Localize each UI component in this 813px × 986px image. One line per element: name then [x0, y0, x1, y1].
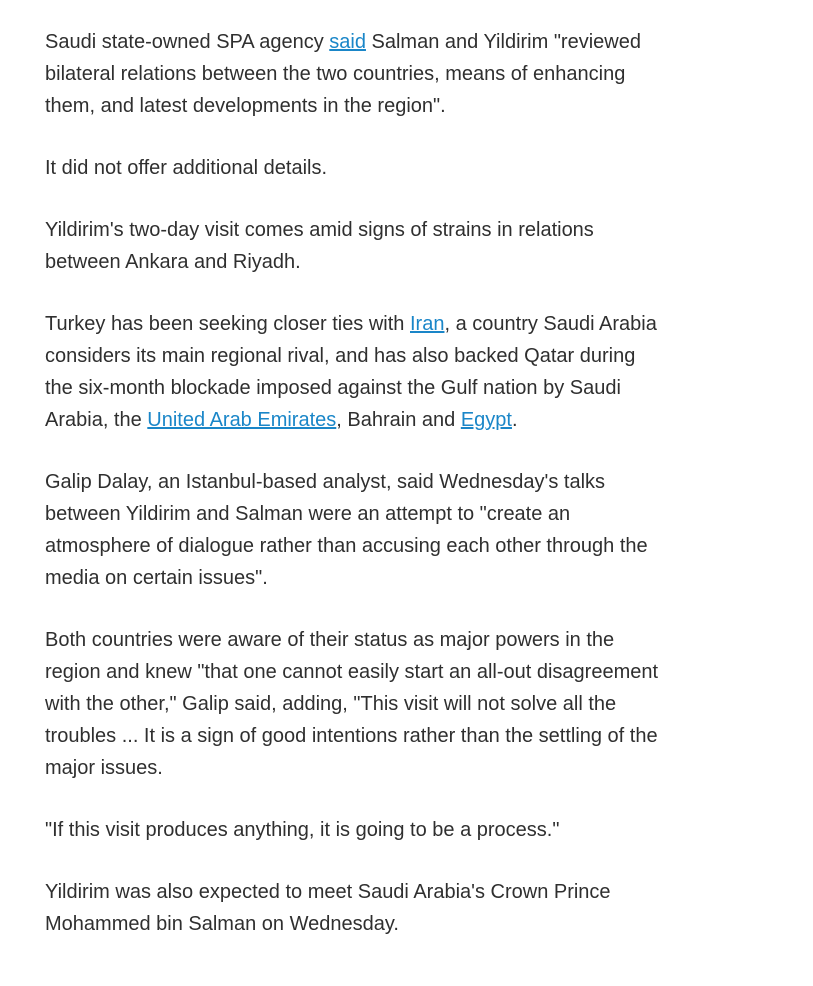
paragraph-text: , a country Saudi Arabia considers its main regional rival, and has also backed Qatar during the six-month blockade imposed against the Gulf nation by Saudi Arabia, the [45, 313, 657, 431]
paragraph-galip-dalay: Galip Dalay, an Istanbul-based analyst, said Wednesday's talks between Yildirim and Salman were an attempt to "create an atmosphere of dialogue rather than accusing each other through the media on certain issues". [45, 471, 648, 589]
paragraph-major-powers: Both countries were aware of their status as major powers in the region and knew "that one cannot easily start an all-out disagreement with the other," Galip said, adding, "This visit will not solve all the troubles ... It is a sign of good intentions rather than the settling of the major issues. [45, 629, 659, 779]
egypt-link[interactable]: Egypt [460, 409, 512, 431]
paragraph-turkey-ties [45, 308, 665, 436]
paragraph-text: Turkey has been seeking closer ties with [45, 313, 410, 335]
paragraph-spa-statement [45, 26, 665, 122]
paragraph-visit-strains: Yildirim's two-day visit comes amid signs of strains in relations between Ankara and Riyadh. [45, 219, 594, 273]
paragraph-text: Saudi state-owned SPA agency [45, 31, 330, 53]
paragraph-process-quote: "If this visit produces anything, it is going to be a process." [45, 819, 560, 841]
paragraph-no-details: It did not offer additional details. [45, 157, 328, 179]
iran-link[interactable]: Iran [410, 313, 445, 335]
paragraph-text: Salman and Yildirim "reviewed bilateral relations between the two countries, means of enhancing them, and latest developments in the region". [45, 31, 641, 117]
article-body [45, 26, 665, 970]
paragraph-text: . [511, 409, 518, 431]
paragraph-text: , Bahrain and [336, 409, 461, 431]
paragraph-crown-prince: Yildirim was also expected to meet Saudi Arabia's Crown Prince Mohammed bin Salman on Wednesday. [45, 881, 611, 935]
united-arab-emirates-link[interactable]: United Arab Emirates [147, 409, 337, 431]
said-link[interactable]: said [329, 31, 366, 53]
